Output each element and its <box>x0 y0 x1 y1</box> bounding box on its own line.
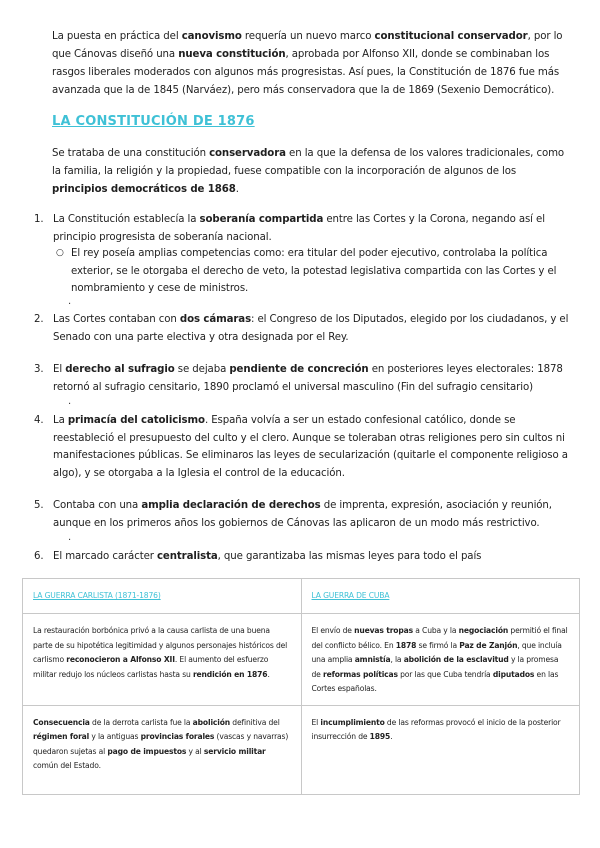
cell-text: El <box>311 717 321 727</box>
cell-bold: reconocieron a Alfonso XII <box>66 655 175 664</box>
cell-text: en las Cortes españolas. <box>311 669 559 693</box>
item-text: La Constitución establecía la <box>53 214 200 225</box>
table-cell <box>23 614 302 706</box>
cell-bold: amnistía <box>354 655 391 664</box>
stray-dot: . <box>68 532 72 543</box>
item-text: , que garantizaba las mismas leyes para todo el país <box>217 551 482 562</box>
summary-bold-1: conservadora <box>209 148 286 159</box>
cell-bold: servicio militar <box>203 746 266 756</box>
cell-text: , la <box>390 655 404 664</box>
cell-text: de la derrota carlista fue la <box>89 717 193 727</box>
wars-table <box>22 578 580 795</box>
cell-bold: régimen foral <box>33 732 90 741</box>
intro-bold-1: canovismo <box>181 31 242 42</box>
intro-text-4: , aprobada por Alfonso XII, donde se combinaban los rasgos liberales moderados con algunos más progresistas. Así pues, la Constitución de 1876 fue más avanzada que la de 1845 (Narváez), pero más conservadora que la de 1869 (Sexenio Democrático). <box>52 49 560 96</box>
list-item-6 <box>34 548 569 566</box>
carlist-war-header: LA GUERRA CARLISTA (1871-1876) <box>33 591 161 600</box>
intro-text-1: La puesta en práctica del <box>52 31 182 42</box>
item-text: Las Cortes contaban con <box>53 314 180 325</box>
cell-text: y la promesa de <box>311 655 559 679</box>
list-text <box>53 548 569 566</box>
cell-bold: 1878 <box>395 640 417 650</box>
cell-bold: negociación <box>458 626 509 635</box>
list-text <box>53 497 569 532</box>
table-row <box>23 705 580 794</box>
cell-text: (vascas y navarras) quedaron sujetas al <box>33 732 289 756</box>
summary-text-2: en la que la defensa de los valores tradicionales, como la familia, la religión y la propiedad, fuese compatible con la incorporación de algunos de los <box>52 148 565 177</box>
cell-bold: provincias forales <box>140 732 215 741</box>
list-number: 1. <box>34 214 44 225</box>
table-header-cell <box>23 579 302 614</box>
stray-dot: . <box>68 396 72 407</box>
item-text: de imprenta, expresión, asociación y reunión, aunque en los primeros años los gobiernos de Cánovas las aplicaron de un modo más restrictivo. <box>53 500 552 529</box>
circle-bullet-icon: ○ <box>56 248 64 258</box>
cell-bold: rendición en 1876 <box>192 669 268 679</box>
stray-dot: . <box>68 296 72 307</box>
list-item-2 <box>34 311 569 346</box>
list-text <box>53 311 569 346</box>
cell-text: y al <box>186 746 204 756</box>
item-text: . España volvía a ser un estado confesional católico, donde se reestableció el presupuesto del culto y el clero. Aunque se toleraban otras religiones pero sin cultos ni manifestaciones públicas. Se eliminaros las leyes de secularización (quitarle el componente religioso a algo), y se otorgaba a la Iglesia el control de la educación. <box>53 415 568 479</box>
cell-text: permitió el final del conflicto bélico. En <box>311 626 568 650</box>
item-text: Contaba con una <box>53 500 142 511</box>
cell-text: se firmó la <box>416 640 460 650</box>
cell-bold: nuevas tropas <box>354 626 414 635</box>
cell-bold: abolición de la esclavitud <box>403 655 509 664</box>
intro-text-3: , por lo que Cánovas diseñó una <box>52 31 563 60</box>
cell-bold: incumplimiento <box>320 717 385 727</box>
summary-text-3: . <box>235 184 239 195</box>
cell-bold: abolición <box>192 717 231 727</box>
intro-bold-2: constitucional conservador <box>374 31 528 42</box>
item-text: El marcado carácter <box>53 551 157 562</box>
item-text: se dejaba <box>174 364 230 375</box>
cell-text: a Cuba y la <box>413 626 459 635</box>
list-subitem-1 <box>56 245 571 298</box>
item-bold: amplia declaración de derechos <box>141 500 321 511</box>
table-cell <box>301 705 580 794</box>
list-number: 5. <box>34 500 44 511</box>
item-text: entre las Cortes y la Corona, negando así el principio progresista de soberanía nacional. <box>53 214 545 243</box>
cell-text: de las reformas provocó el inicio de la posterior insurrección de <box>311 717 561 741</box>
cell-bold: pago de impuestos <box>107 746 187 756</box>
list-number: 6. <box>34 551 44 562</box>
list-item-3 <box>34 361 569 396</box>
cell-bold: diputados <box>492 669 535 679</box>
item-bold: pendiente de concreción <box>229 364 369 375</box>
subitem-text: El rey poseía amplias competencias como: era titular del poder ejecutivo, controlaba la política exterior, se le otorgaba el derecho de veto, la potestad legislativa compartida con las Cortes y el nombramiento y cese de ministros. <box>71 248 557 294</box>
table-cell <box>301 614 580 706</box>
cell-bold: 1895 <box>369 732 391 741</box>
table-header-cell <box>301 579 580 614</box>
item-text: en posteriores leyes electorales: 1878 retornó al sufragio censitario, 1890 proclamó el universal masculino (Fin del sufragio censitario) <box>53 364 563 393</box>
cell-bold: reformas políticas <box>322 669 398 679</box>
table-row <box>23 614 580 706</box>
cell-text: , que incluía una amplia <box>311 640 562 664</box>
summary-text-1: Se trataba de una constitución <box>52 148 210 159</box>
cell-text: La restauración borbónica privó a la causa carlista de una buena parte de su hipotética legitimidad y algunos personajes históricos del carlismo <box>33 626 288 664</box>
list-number: 4. <box>34 415 44 426</box>
item-bold: derecho al sufragio <box>65 364 175 375</box>
list-number: 2. <box>34 314 44 325</box>
list-item-5 <box>34 497 569 532</box>
cell-bold: Consecuencia <box>33 717 90 727</box>
cuba-war-header: LA GUERRA DE CUBA <box>311 591 390 600</box>
summary-bold-2: principios democráticos de 1868 <box>52 184 236 195</box>
cell-text: . <box>267 669 270 679</box>
list-text <box>53 211 569 246</box>
cell-bold: Paz de Zanjón <box>459 640 518 650</box>
item-text: : el Congreso de los Diputados, elegido por los ciudadanos, y el Senado con una parte electiva y otra designada por el Rey. <box>53 314 569 343</box>
item-bold: soberanía compartida <box>199 214 324 225</box>
cell-text: . <box>390 732 393 741</box>
list-number: 3. <box>34 364 44 375</box>
cell-text: definitiva del <box>230 717 280 727</box>
list-text <box>53 412 569 482</box>
intro-bold-3: nueva constitución <box>178 49 286 60</box>
cell-text: . El aumento del esfuerzo militar redujo los núcleos carlistas hasta su <box>33 655 269 679</box>
cell-text: por las que Cuba tendría <box>397 669 493 679</box>
cell-text: común del Estado. <box>33 761 101 770</box>
intro-paragraph <box>52 28 567 100</box>
list-item-4 <box>34 412 569 482</box>
item-text: El <box>53 364 66 375</box>
list-item-1 <box>34 211 569 246</box>
section-heading: LA CONSTITUCIÓN DE 1876 <box>52 114 255 129</box>
list-text <box>53 361 569 396</box>
item-bold: primacía del catolicismo <box>67 415 205 426</box>
table-cell <box>23 705 302 794</box>
item-text: La <box>53 415 68 426</box>
intro-text-2: requería un nuevo marco <box>241 31 375 42</box>
item-bold: centralista <box>156 551 218 562</box>
cell-text: y la antiguas <box>89 732 141 741</box>
cell-text: El envío de <box>311 626 355 635</box>
item-bold: dos cámaras <box>179 314 252 325</box>
table-header-row <box>23 579 580 614</box>
summary-paragraph <box>52 145 567 199</box>
